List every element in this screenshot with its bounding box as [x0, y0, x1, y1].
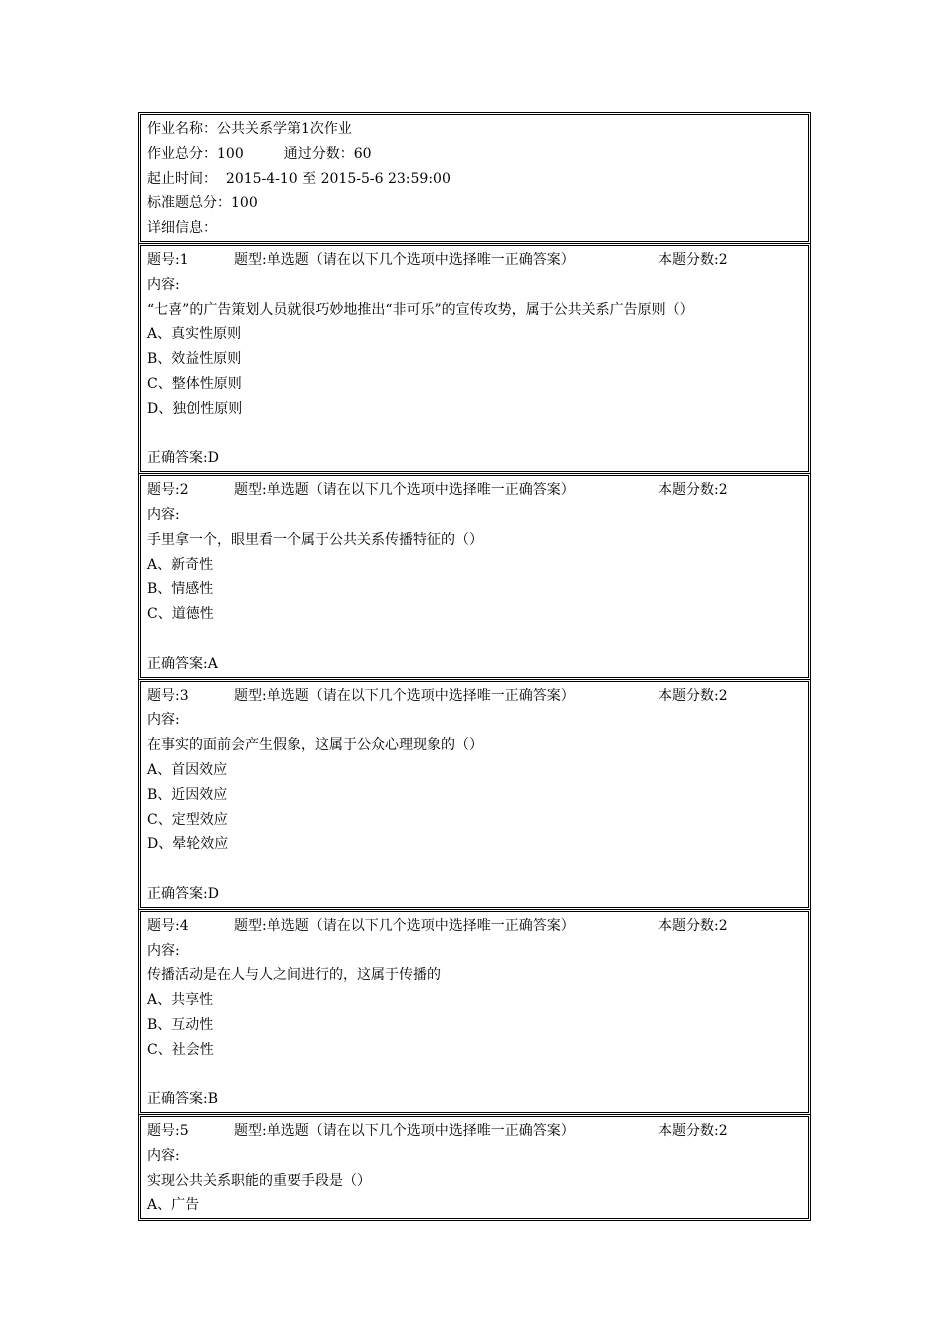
- option-item: D、晕轮效应: [147, 836, 229, 853]
- content-label: 内容:: [147, 506, 180, 523]
- pass-score: 通过分数：60: [283, 145, 372, 162]
- option-item: B、情感性: [147, 581, 214, 598]
- question-stem: 实现公共关系职能的重要手段是（）: [147, 1172, 371, 1189]
- question-type: 题型:单选题（请在以下几个选项中选择唯一正确答案）: [234, 917, 575, 934]
- question-score: 本题分数:2: [658, 251, 728, 268]
- question-number: 题号:2: [147, 482, 189, 499]
- details-label: 详细信息：: [147, 220, 217, 237]
- content-label: 内容:: [147, 712, 180, 729]
- question-score: 本题分数:2: [658, 917, 728, 934]
- option-item: C、道德性: [147, 606, 214, 623]
- question-type: 题型:单选题（请在以下几个选项中选择唯一正确答案）: [234, 482, 575, 499]
- question-score: 本题分数:2: [658, 482, 728, 499]
- option-item: B、近因效应: [147, 786, 228, 803]
- question-header: [147, 248, 808, 273]
- question-stem: 在事实的面前会产生假象，这属于公众心理现象的（）: [147, 737, 483, 754]
- option-item: A、共享性: [147, 992, 214, 1009]
- question-type: 题型:单选题（请在以下几个选项中选择唯一正确答案）: [234, 251, 575, 268]
- score-line: [147, 142, 808, 167]
- time-value: 2015-4-10 至 2015-5-6 23:59:00: [225, 170, 451, 187]
- question-block: [140, 245, 809, 472]
- question-type: 题型:单选题（请在以下几个选项中选择唯一正确答案）: [234, 1123, 575, 1140]
- question-header: [147, 1119, 808, 1144]
- question-block: [140, 475, 809, 677]
- spacer: [147, 857, 808, 882]
- option-item: A、广告: [147, 1197, 200, 1214]
- question-stem: 手里拿一个，眼里看一个属于公共关系传播特征的（）: [147, 531, 483, 548]
- question-stem: “七喜”的广告策划人员就很巧妙地推出“非可乐”的宣传攻势，属于公共关系广告原则（）: [147, 301, 694, 318]
- question-score: 本题分数:2: [658, 1123, 728, 1140]
- question-number: 题号:1: [147, 251, 189, 268]
- option-item: C、社会性: [147, 1041, 214, 1058]
- question-number: 题号:3: [147, 687, 189, 704]
- question-block: [140, 911, 809, 1113]
- question-score: 本题分数:2: [658, 687, 728, 704]
- option-item: A、真实性原则: [147, 326, 242, 343]
- correct-answer: 正确答案:D: [147, 450, 219, 467]
- option-item: C、整体性原则: [147, 375, 242, 392]
- option-item: D、独创性原则: [147, 400, 243, 417]
- content-label: 内容:: [147, 276, 180, 293]
- option-item: A、新奇性: [147, 556, 214, 573]
- question-list: [140, 245, 809, 1219]
- content-label: 内容:: [147, 1147, 180, 1164]
- content-label: 内容:: [147, 942, 180, 959]
- option-item: A、首因效应: [147, 761, 228, 778]
- correct-answer: 正确答案:B: [147, 1091, 219, 1108]
- standard-total: 标准题总分：100: [147, 195, 258, 212]
- spacer: [147, 627, 808, 652]
- question-block: [140, 1116, 809, 1219]
- correct-answer: 正确答案:A: [147, 655, 218, 672]
- option-item: B、效益性原则: [147, 351, 242, 368]
- assignment-info: [140, 114, 809, 242]
- question-number: 题号:4: [147, 917, 189, 934]
- question-header: [147, 684, 808, 709]
- assignment-sheet: [140, 114, 809, 1222]
- option-item: B、互动性: [147, 1016, 214, 1033]
- question-stem: 传播活动是在人与人之间进行的，这属于传播的: [147, 967, 441, 984]
- correct-answer: 正确答案:D: [147, 885, 219, 902]
- question-type: 题型:单选题（请在以下几个选项中选择唯一正确答案）: [234, 687, 575, 704]
- option-item: C、定型效应: [147, 811, 228, 828]
- time-label: 起止时间：: [147, 170, 217, 187]
- assignment-name: 作业名称：公共关系学第1次作业: [147, 121, 352, 137]
- total-score: 作业总分：100: [147, 145, 244, 162]
- question-block: [140, 681, 809, 908]
- question-header: [147, 914, 808, 939]
- question-number: 题号:5: [147, 1123, 189, 1140]
- time-line: [147, 167, 808, 192]
- spacer: [147, 422, 808, 447]
- question-header: [147, 478, 808, 503]
- spacer: [147, 1062, 808, 1087]
